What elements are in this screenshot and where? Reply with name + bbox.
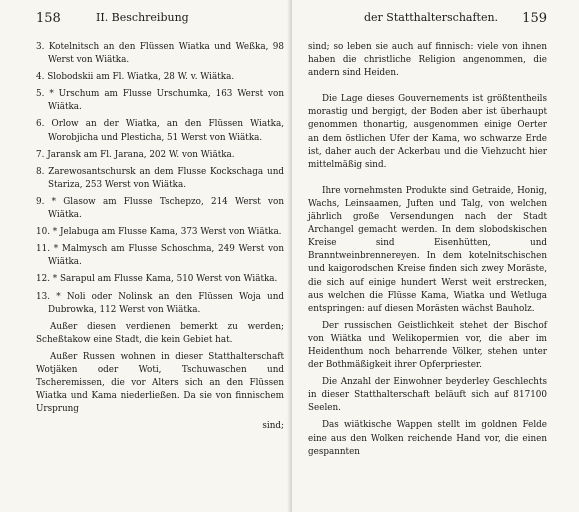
catchword: sind;	[262, 421, 284, 432]
town-entry: 6. Orlow an der Wiatka, an den Flüssen Wiatka, Worobjicha und Plesticha, 51 Werst von Wiätka.	[36, 119, 284, 143]
left-page-header	[36, 11, 284, 29]
left-running-head: II. Beschreibung	[96, 11, 189, 24]
body-paragraph: Der russischen Geistlichkeit stehet der Bischof von Wiätka und Welikopermien vor, die aber im Heidenthum noch beharrende Völker, stehen unter der Bothmäßigkeit ihrer Opferpriester.	[308, 320, 547, 371]
body-paragraph: Das wiätkische Wappen stellt im goldnen Felde eine aus den Wolken reichende Hand vor, die einen gespannten	[308, 420, 547, 457]
town-entry: 10. * Jelabuga am Flusse Kama, 373 Werst von Wiätka.	[36, 227, 282, 238]
town-entry: 8. Zarewosantschursk an dem Flusse Kockschaga und Stariza, 253 Werst von Wiätka.	[36, 166, 284, 190]
body-paragraph: Die Lage dieses Gouvernements ist größtentheils morastig und bergigt, der Boden aber ist überhaupt genommen thonartig, ausgenommen einige Oerter an dem östlichen Ufer der Kama, wo schwarze Erde ist, daher auch der Ackerbau und die Viehzucht hier mittelmäßig sind.	[308, 94, 547, 170]
body-paragraph: sind; so leben sie auch auf finnisch: viele von ihnen haben die christliche Religion angenommen, die andern sind Heiden.	[308, 42, 547, 79]
body-paragraph: Die Anzahl der Einwohner beyderley Geschlechts in dieser Statthalterschaft beläuft sich auf 817100 Seelen.	[308, 377, 547, 414]
right-page-header	[308, 11, 547, 29]
town-entry: 3. Kotelnitsch an den Flüssen Wiatka und Weßka, 98 Werst von Wiätka.	[36, 42, 284, 66]
town-entry: 4. Slobodskii am Fl. Wiatka, 28 W. v. Wiätka.	[36, 72, 235, 83]
right-page	[292, 0, 579, 512]
body-paragraph: Ihre vornehmsten Produkte sind Getraide, Honig, Wachs, Leinsaamen, Juften und Talg, von welchen jährlich große Versendungen nach der Stadt Archangel gemacht werden. In dem slobodskischen Kreise sind Eisenhütten, und Branntweinbrennereyen. In dem kotelnitschischen und kaigorodschen Kreise finden sich zwey Moräste, die sich auf einige hundert Werst weit erstrecken, aus welchen die Flüsse Kama, Wiatka und Wetluga entspringen: auf diesen Morästen wächst Bauholz.	[308, 185, 547, 314]
town-entry: 5. * Urschum am Flusse Urschumka, 163 Werst von Wiätka.	[36, 89, 284, 113]
right-page-number: 159	[522, 11, 547, 26]
right-page-body	[308, 41, 547, 459]
body-paragraph: Außer diesen verdienen bemerkt zu werden; Scheßtakow eine Stadt, die kein Gebiet hat.	[36, 321, 284, 345]
left-page-number: 158	[36, 11, 61, 26]
town-entry: 7. Jaransk am Fl. Jarana, 202 W. von Wiätka.	[36, 149, 235, 160]
town-entry: 12. * Sarapul am Flusse Kama, 510 Werst von Wiätka.	[36, 274, 278, 285]
town-entry: 9. * Glasow am Flusse Tschepzo, 214 Werst von Wiätka.	[36, 196, 284, 221]
right-running-head: der Statthalterschaften.	[364, 11, 499, 24]
town-entry: 13. * Noli oder Nolinsk an den Flüssen Woja und Dubrowka, 112 Werst von Wiätka.	[36, 291, 284, 315]
body-paragraph: Außer Russen wohnen in dieser Statthalterschaft Wotjäken oder Woti, Tschuwaschen und Tscheremissen, die vor Alters sich an den Flüssen Wiatka und Kama niederließen. Da sie von finnischem Ursprung	[36, 351, 284, 415]
town-entry: 11. * Malmysch am Flusse Schoschma, 249 Werst von Wiätka.	[36, 244, 284, 268]
left-page-body	[36, 41, 284, 433]
